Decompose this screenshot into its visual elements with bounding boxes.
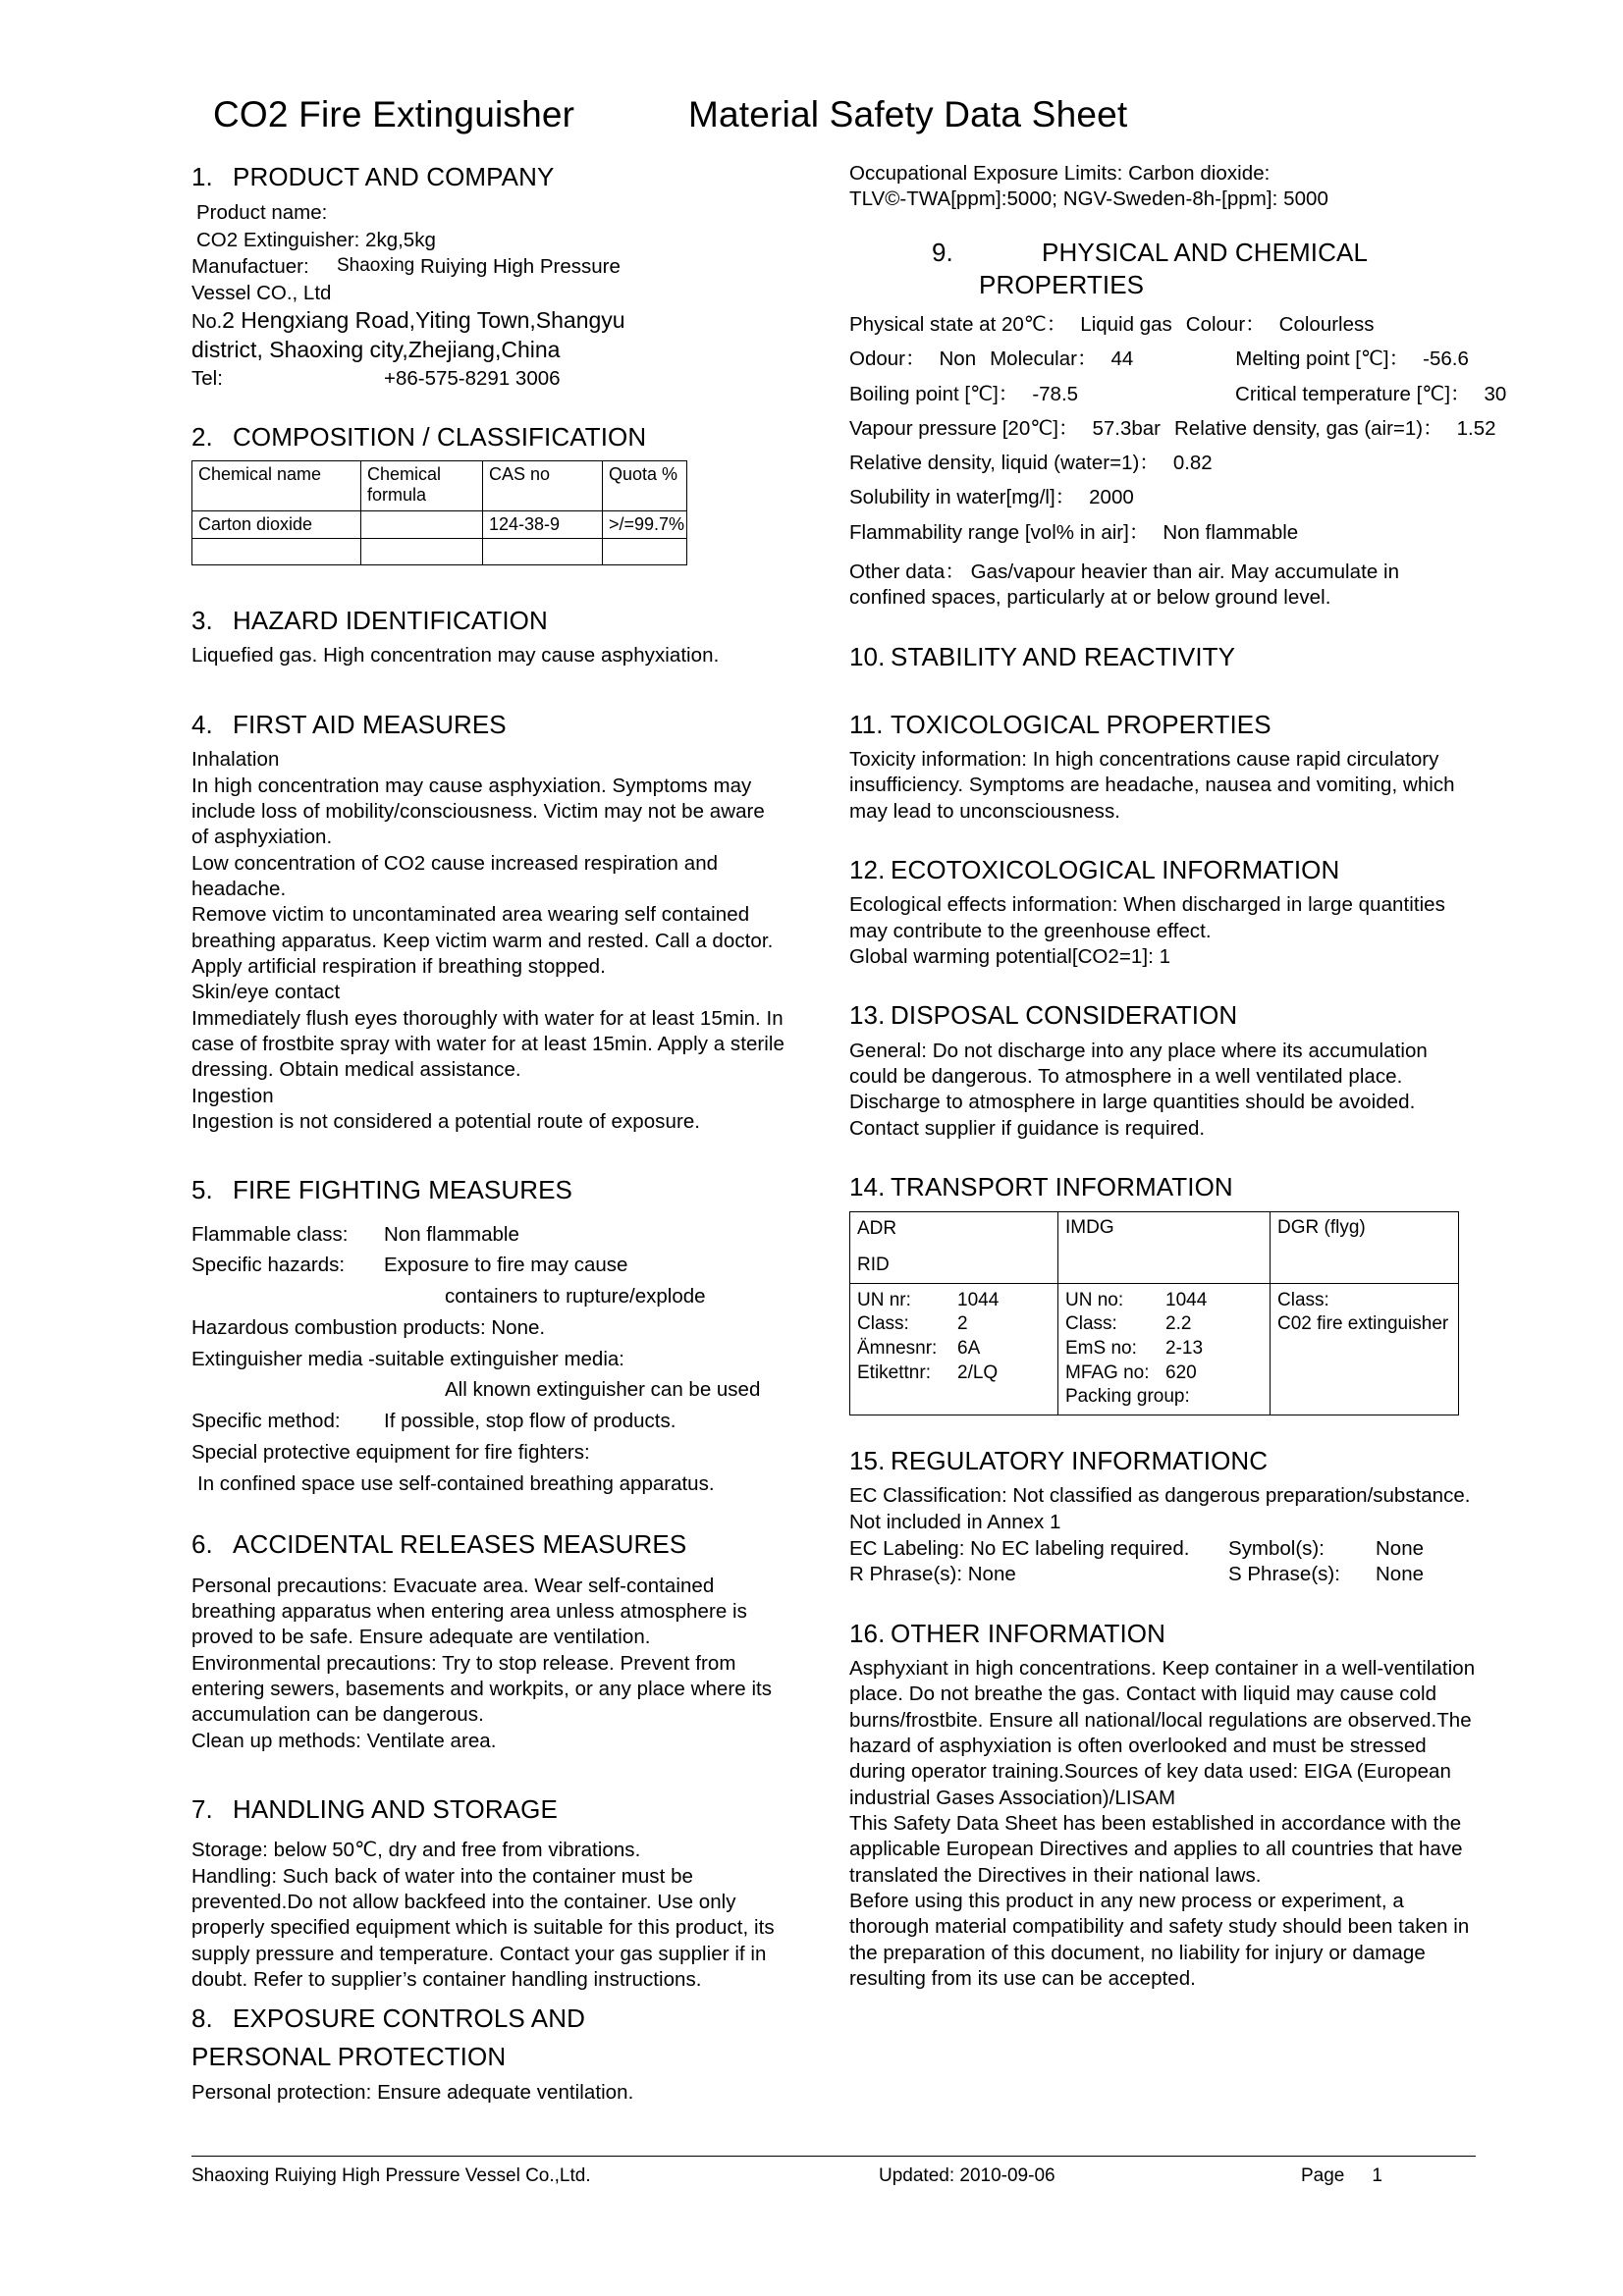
ecological-effects-text: Ecological effects information: When discharged in large quantities may contribute to the greenhouse effect. <box>849 893 1445 942</box>
property-physical-state <box>849 307 1478 342</box>
section-11-number: 11. <box>849 709 884 739</box>
imdg-ems-no-row <box>1065 1337 1263 1362</box>
footer-row <box>191 2157 1476 2187</box>
phrases-row <box>849 1562 1478 1588</box>
table-header-row <box>192 460 687 510</box>
address-line-2: district, Shaoxing city,Zhejiang,China <box>191 337 561 363</box>
imdg-ems-no-value: 2-13 <box>1165 1337 1204 1359</box>
two-column-body <box>191 161 1507 2106</box>
composition-cell-formula <box>361 510 483 539</box>
page-footer <box>191 2156 1476 2187</box>
adr-etikettnr-row <box>857 1362 1051 1386</box>
inhalation-text: In high concentration may cause asphyxiation. Symptoms may include loss of mobility/consciousness. Victim may not be aware of asphyxiation. <box>191 774 765 849</box>
section-10-heading <box>849 641 1478 673</box>
exposure-limits-line2: TLV©-TWA[ppm]:5000; NGV-Sweden-8h-[ppm]: 5000 <box>849 187 1328 211</box>
section-16-heading <box>849 1618 1478 1650</box>
specific-method-label: Specific method: <box>191 1410 341 1433</box>
transport-data-row <box>850 1283 1459 1415</box>
odour-label: Odour： <box>849 347 926 371</box>
section-3-heading <box>191 605 786 637</box>
title-right: Material Safety Data Sheet <box>688 94 1128 134</box>
tel-label: Tel: <box>191 367 223 391</box>
combustion-products-text: Hazardous combustion products: None. <box>191 1315 546 1339</box>
composition-header-quota: Quota % <box>603 460 687 510</box>
section-15-title: REGULATORY INFORMATIONC <box>891 1446 1269 1476</box>
manufacturer-row <box>191 253 786 280</box>
physical-state-value: Liquid gas <box>1080 313 1172 337</box>
section-16-title: OTHER INFORMATION <box>891 1618 1165 1648</box>
table-row <box>192 510 687 539</box>
section-11-heading <box>849 709 1478 741</box>
imdg-un-no-value: 1044 <box>1165 1289 1208 1310</box>
document-title-row <box>191 94 1476 135</box>
left-column <box>191 161 786 2106</box>
specific-method-value: If possible, stop flow of products. <box>384 1410 676 1433</box>
imdg-class-value: 2.2 <box>1165 1313 1192 1335</box>
exposure-limits-line1: Occupational Exposure Limits: Carbon dioxide: <box>849 162 1271 185</box>
section-16-paragraph-3: Before using this product in any new process or experiment, a thorough material compatibility and safety study should been taken in the preparation of this document, no liability for injury or damage resulting from its use can be accepted. <box>849 1890 1470 1991</box>
footer-updated: Updated: 2010-09-06 <box>879 2165 1055 2186</box>
section-11-text: Toxicity information: In high concentrations cause rapid circulatory insufficiency. Symptoms are headache, nausea and vomiting, which may lead to unconsciousness. <box>849 748 1455 823</box>
melting-point-value: -56.6 <box>1423 347 1469 371</box>
property-relative-density-liquid <box>849 446 1478 480</box>
composition-table <box>191 460 687 566</box>
section-9-heading <box>849 237 1478 302</box>
tel-value: +86-575-8291 3006 <box>384 367 561 391</box>
section-5-heading <box>191 1174 786 1206</box>
composition-cell-cas: 124-38-9 <box>483 510 603 539</box>
molecular-value: 44 <box>1110 347 1134 371</box>
ec-labeling-row <box>849 1536 1478 1563</box>
footer-page-number: 1 <box>1372 2165 1382 2186</box>
manufacturer-line2: Vessel CO., Ltd <box>191 282 332 305</box>
section-16-number: 16. <box>849 1618 886 1648</box>
transport-col1-header <box>850 1212 1058 1283</box>
imdg-class-row <box>1065 1312 1263 1337</box>
inhalation-label: Inhalation <box>191 748 280 772</box>
footer-page-label: Page <box>1301 2165 1345 2186</box>
solubility-label: Solubility in water[mg/l]： <box>849 486 1076 509</box>
composition-cell-cas-empty <box>483 539 603 565</box>
colour-value: Colourless <box>1278 313 1375 337</box>
product-name-label: Product name: <box>196 201 328 225</box>
section-9-title-line1: PHYSICAL AND CHEMICAL <box>1042 237 1369 267</box>
adr-etikettnr-label: Etikettnr: <box>857 1362 931 1383</box>
protective-equipment-label: Special protective equipment for fire fighters: <box>191 1440 590 1464</box>
critical-temperature-label: Critical temperature [℃]： <box>1235 382 1471 405</box>
product-name-value: CO2 Extinguisher: 2kg,5kg <box>196 228 436 251</box>
specific-method-row <box>191 1406 786 1437</box>
imdg-packing-group-label: Packing group: <box>1065 1386 1190 1408</box>
adr-amnesnr-row <box>857 1337 1051 1362</box>
physical-state-label: Physical state at 20℃： <box>849 313 1067 337</box>
adr-class-row <box>857 1312 1051 1337</box>
section-15-number: 15. <box>849 1446 886 1476</box>
specific-hazards-label: Specific hazards: <box>191 1254 346 1277</box>
critical-temperature-value: 30 <box>1484 382 1507 405</box>
handling-text: Handling: Such back of water into the container must be prevented.Do not allow backfeed into the container. Use only properly specified equipment which is suitable for this product, its supply pressure and temperature. Contact your gas supplier if in doubt. Refer to supplier’s container handling instructions. <box>191 1864 775 1991</box>
adr-class-value: 2 <box>957 1313 968 1335</box>
solubility-value: 2000 <box>1089 486 1134 509</box>
skin-eye-contact-text: Immediately flush eyes thoroughly with water for at least 15min. In case of frostbite spray with water for at least 15min. Apply a sterile dressing. Obtain medical assistance. <box>191 1006 784 1082</box>
section-4-number: 4. <box>191 710 213 740</box>
section-7-title: HANDLING AND STORAGE <box>233 1793 558 1824</box>
property-solubility <box>849 480 1478 514</box>
address-line-1 <box>191 306 786 336</box>
flammable-class-row <box>191 1219 786 1251</box>
composition-cell-quota-empty <box>603 539 687 565</box>
s-phrase-value: None <box>1376 1563 1425 1586</box>
symbols-value: None <box>1376 1536 1425 1560</box>
section-3-number: 3. <box>191 606 213 636</box>
property-boiling-critical <box>849 377 1507 411</box>
section-2-heading <box>191 421 786 454</box>
molecular-label: Molecular： <box>990 347 1098 371</box>
section-16-paragraph-1: Asphyxiant in high concentrations. Keep container in a well-ventilation place. Do not breathe the gas. Contact with liquid may cause cold burns/frostbite. Ensure all national/local regulations are observed.The hazard of asphyxiation is often overlooked and must be stressed during operator training.Sources of key data used: EIGA (European industrial Gases Association)/LISAM <box>849 1657 1476 1809</box>
low-concentration-text: Low concentration of CO2 cause increased respiration and headache. <box>191 851 719 900</box>
section-8-number: 8. <box>191 2003 213 2034</box>
section-13-text: General: Do not discharge into any place where its accumulation could be dangerous. To atmosphere in a well ventilated place. Discharge to atmosphere in large quantities should be avoided. Contact supplier if guidance is required. <box>849 1039 1428 1140</box>
dgr-class-label: Class: <box>1277 1289 1329 1310</box>
composition-cell-formula-empty <box>361 539 483 565</box>
section-7-number: 7. <box>191 1793 213 1824</box>
manufacturer-value-rest: Ruiying High Pressure <box>419 254 621 278</box>
section-8-title-line1: EXPOSURE CONTROLS AND <box>233 2003 585 2034</box>
section-1-heading <box>191 161 786 193</box>
section-3-text: Liquefied gas. High concentration may cause asphyxiation. <box>191 644 720 667</box>
section-5-title: FIRE FIGHTING MEASURES <box>233 1175 573 1205</box>
storage-text: Storage: below 50℃, dry and free from vibrations. <box>191 1839 641 1862</box>
combustion-products-row <box>191 1312 786 1344</box>
protective-equipment-value: In confined space use self-contained breathing apparatus. <box>197 1471 715 1495</box>
skin-eye-contact-label: Skin/eye contact <box>191 981 341 1004</box>
property-flammability-range <box>849 515 1478 550</box>
section-15-heading <box>849 1445 1478 1477</box>
section-8-text: Personal protection: Ensure adequate ventilation. <box>191 2080 634 2104</box>
right-column <box>849 161 1507 1992</box>
title-left: CO2 Fire Extinguisher <box>213 94 575 134</box>
adr-un-nr-row <box>857 1289 1051 1313</box>
dgr-class-row <box>1277 1289 1451 1313</box>
manufacturer-label: Manufactuer: <box>191 254 309 278</box>
composition-header-cas-no: CAS no <box>483 460 603 510</box>
adr-amnesnr-value: 6A <box>957 1337 981 1359</box>
section-10-title: STABILITY AND REACTIVITY <box>891 641 1236 671</box>
colour-label: Colour： <box>1185 313 1266 337</box>
transport-table <box>849 1211 1459 1415</box>
vapour-pressure-value: 57.3bar <box>1092 416 1161 440</box>
footer-company: Shaoxing Ruiying High Pressure Vessel Co.,Ltd. <box>191 2165 591 2186</box>
section-10-number: 10. <box>849 641 886 671</box>
annex-text: Not included in Annex 1 <box>849 1510 1061 1533</box>
imdg-ems-no-label: EmS no: <box>1065 1337 1137 1359</box>
section-8-heading <box>191 2002 786 2035</box>
manufacturer-value-city: Shaoxing <box>337 254 415 276</box>
section-1-body <box>191 199 786 392</box>
imdg-un-no-row <box>1065 1289 1263 1313</box>
section-13-number: 13. <box>849 1000 886 1031</box>
section-13-heading <box>849 999 1478 1032</box>
protective-equipment-row <box>191 1437 786 1468</box>
section-12-heading <box>849 854 1478 886</box>
section-6-heading <box>191 1528 786 1561</box>
address-prefix: No. <box>191 311 223 334</box>
relative-density-liquid-value: 0.82 <box>1172 452 1213 475</box>
specific-hazards-value: Exposure to fire may cause <box>384 1254 628 1277</box>
clean-up-methods-text: Clean up methods: Ventilate area. <box>191 1729 497 1752</box>
property-odour-molecular-melting <box>849 342 1478 376</box>
flammability-range-label: Flammability range [vol% in air]： <box>849 520 1150 544</box>
s-phrase-label: S Phrase(s): <box>1228 1563 1340 1586</box>
adr-amnesnr-label: Ämnesnr: <box>857 1337 938 1359</box>
section-9-title-line2: PROPERTIES <box>979 269 1145 299</box>
environmental-precautions-text: Environmental precautions: Try to stop release. Prevent from entering sewers, basements and workpits, or any place where its accumulation can be dangerous. <box>191 1651 773 1727</box>
section-13-title: DISPOSAL CONSIDERATION <box>891 1000 1238 1031</box>
section-4-title: FIRST AID MEASURES <box>233 710 507 740</box>
imdg-class-label: Class: <box>1065 1313 1117 1335</box>
imdg-un-no-label: UN no: <box>1065 1289 1124 1310</box>
adr-un-nr-value: 1044 <box>957 1289 1000 1310</box>
section-6-title: ACCIDENTAL RELEASES MEASURES <box>233 1529 687 1560</box>
section-5-number: 5. <box>191 1175 213 1205</box>
adr-etikettnr-value: 2/LQ <box>957 1362 999 1383</box>
melting-point-label: Melting point [℃]： <box>1235 347 1410 371</box>
section-2-title: COMPOSITION / CLASSIFICATION <box>233 422 647 453</box>
composition-header-chemical-formula: Chemical formula <box>361 460 483 510</box>
ingestion-label: Ingestion <box>191 1084 274 1107</box>
section-16-paragraph-2: This Safety Data Sheet has been established in accordance with the applicable European Directives and applies to all countries that have translated the Directives in their national laws. <box>849 1812 1463 1887</box>
extinguisher-media-value: All known extinguisher can be used <box>445 1378 761 1402</box>
other-data-text: Other data： Gas/vapour heavier than air. May accumulate in confined spaces, particularly at or below ground level. <box>849 560 1400 610</box>
imdg-packing-group-row <box>1065 1385 1263 1410</box>
remove-victim-text: Remove victim to uncontaminated area wearing self contained breathing apparatus. Keep victim warm and rested. Call a doctor. Apply artificial respiration if breathing stopped. <box>191 903 774 978</box>
section-6-number: 6. <box>191 1529 213 1560</box>
composition-cell-name: Carton dioxide <box>192 510 361 539</box>
flammable-class-label: Flammable class: <box>191 1222 349 1246</box>
section-1-number: 1. <box>191 162 213 191</box>
section-7-heading <box>191 1793 786 1826</box>
property-vapour-relative-gas <box>849 411 1496 446</box>
section-8-title-line2: PERSONAL PROTECTION <box>191 2042 507 2072</box>
relative-density-liquid-label: Relative density, liquid (water=1)： <box>849 452 1160 475</box>
extinguisher-media-label: Extinguisher media -suitable extinguisher media: <box>191 1347 624 1370</box>
section-9-number: 9. <box>932 237 953 267</box>
odour-value: Non <box>939 347 977 371</box>
transport-col3-header: DGR (flyg) <box>1271 1212 1459 1283</box>
section-14-title: TRANSPORT INFORMATION <box>891 1171 1233 1201</box>
section-1-title: PRODUCT AND COMPANY <box>233 162 555 191</box>
ec-labeling-label: EC Labeling: No EC labeling required. <box>849 1536 1190 1560</box>
section-12-title: ECOTOXICOLOGICAL INFORMATION <box>891 855 1340 885</box>
section-4-heading <box>191 709 786 741</box>
section-11-title: TOXICOLOGICAL PROPERTIES <box>891 709 1271 739</box>
section-8-heading-line2 <box>191 2041 786 2073</box>
personal-precautions-text: Personal precautions: Evacuate area. Wear self-contained breathing apparatus when entering area unless atmosphere is proved to be safe. Ensure adequate are ventilation. <box>191 1574 747 1649</box>
address-line1-text: 2 Hengxiang Road,Yiting Town,Shangyu <box>222 307 625 334</box>
r-phrase-label: R Phrase(s): None <box>849 1563 1016 1586</box>
regulatory-info-block <box>849 1483 1478 1588</box>
composition-cell-quota: >/=99.7% <box>603 510 687 539</box>
vapour-pressure-label: Vapour pressure [20℃]： <box>849 416 1079 440</box>
section-14-heading <box>849 1171 1478 1203</box>
transport-col2-header: IMDG <box>1058 1212 1271 1283</box>
section-14-number: 14. <box>849 1171 886 1201</box>
composition-cell-name-empty <box>192 539 361 565</box>
flammability-range-value: Non flammable <box>1163 520 1299 544</box>
physical-properties-list <box>849 307 1507 550</box>
symbols-label: Symbol(s): <box>1228 1536 1325 1560</box>
extinguisher-media-row <box>191 1344 786 1375</box>
transport-col3-body <box>1271 1283 1459 1415</box>
specific-hazards-row <box>191 1250 786 1281</box>
boiling-point-value: -78.5 <box>1032 382 1079 405</box>
boiling-point-label: Boiling point [℃]： <box>849 382 1019 405</box>
adr-class-label: Class: <box>857 1313 909 1335</box>
imdg-mfag-no-value: 620 <box>1165 1362 1197 1383</box>
ingestion-text: Ingestion is not considered a potential route of exposure. <box>191 1109 701 1133</box>
protective-equipment-value-row <box>191 1468 786 1500</box>
transport-col1-body <box>850 1283 1058 1415</box>
adr-un-nr-label: UN nr: <box>857 1289 911 1310</box>
section-12-number: 12. <box>849 855 886 885</box>
relative-density-gas-label: Relative density, gas (air=1)： <box>1173 416 1443 440</box>
specific-hazards-value-line2: containers to rupture/explode <box>445 1285 706 1308</box>
global-warming-potential-text: Global warming potential[CO2=1]: 1 <box>849 945 1171 969</box>
dgr-class-value-row <box>1277 1312 1451 1337</box>
rid-label: RID <box>857 1254 890 1275</box>
transport-col2-body <box>1058 1283 1271 1415</box>
flammable-class-value: Non flammable <box>384 1222 519 1246</box>
imdg-mfag-no-row <box>1065 1362 1263 1386</box>
imdg-mfag-no-label: MFAG no: <box>1065 1362 1150 1383</box>
ec-classification-text: EC Classification: Not classified as dangerous preparation/substance. <box>849 1484 1471 1508</box>
adr-label: ADR <box>857 1218 897 1240</box>
transport-header-row <box>850 1212 1459 1283</box>
dgr-class-value: C02 fire extinguisher <box>1277 1313 1449 1335</box>
section-3-title: HAZARD IDENTIFICATION <box>233 606 548 636</box>
table-row <box>192 539 687 565</box>
section-2-number: 2. <box>191 422 213 453</box>
relative-density-gas-value: 1.52 <box>1456 416 1496 440</box>
composition-header-chemical-name: Chemical name <box>192 460 361 510</box>
tel-row <box>191 365 786 392</box>
